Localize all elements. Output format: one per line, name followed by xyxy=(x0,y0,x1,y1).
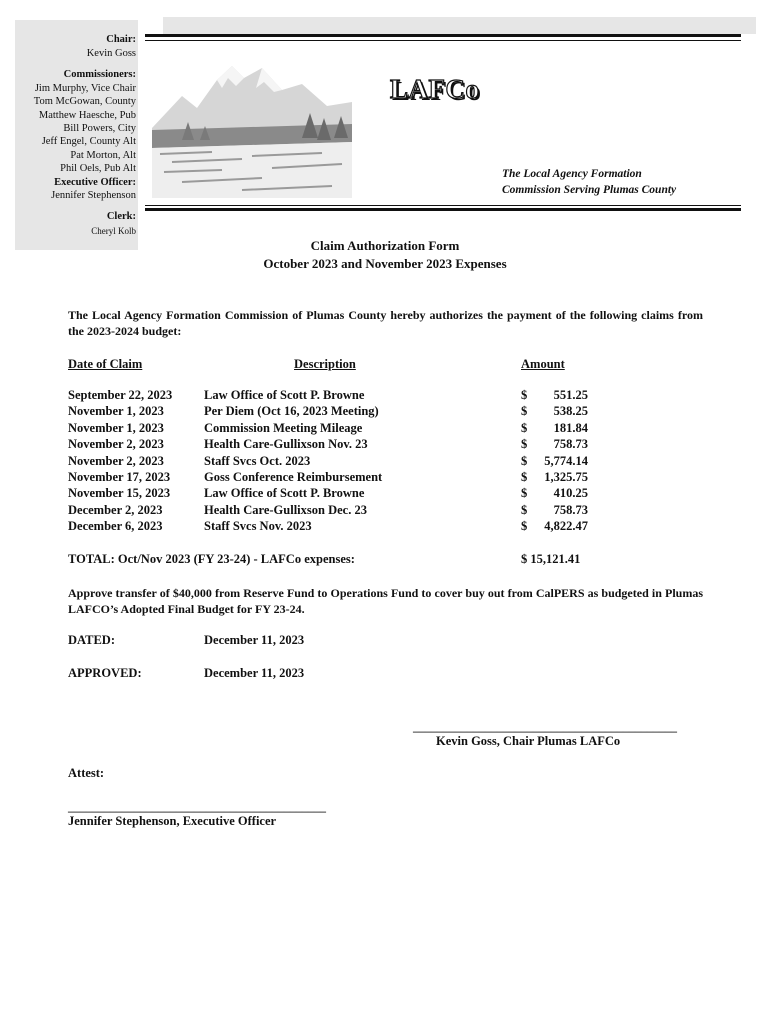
column-header-description: Description xyxy=(294,357,356,371)
claim-amount: 5,774.14 xyxy=(544,453,588,468)
claim-row xyxy=(0,388,770,404)
header-rule-bottom-thin xyxy=(145,205,741,206)
clerk-heading: Clerk: xyxy=(106,211,136,222)
claim-dollar-sign: $ xyxy=(521,437,528,452)
total-row xyxy=(0,552,770,568)
approved-value: December 11, 2023 xyxy=(204,666,305,680)
header-shade-bar xyxy=(163,17,756,34)
commissioner-item: Tom McGowan, County xyxy=(33,96,136,107)
claim-date: November 1, 2023 xyxy=(68,420,164,435)
commissioner-item: Pat Morton, Alt xyxy=(70,150,136,161)
transfer-paragraph: Approve transfer of $40,000 from Reserve Fund to Operations Fund to cover buy out from CalPERS as budgeted in Plumas LAFCO’s Adopted Final Budget for FY 23-24. xyxy=(68,586,703,616)
claim-row xyxy=(0,503,770,519)
claim-row xyxy=(0,404,770,420)
header-rule-top xyxy=(145,34,741,37)
commissioner-item: Matthew Haesche, Pub xyxy=(38,110,136,121)
column-header-amount: Amount xyxy=(521,357,565,371)
claim-row xyxy=(0,519,770,535)
claim-description: Staff Svcs Oct. 2023 xyxy=(204,453,311,468)
chair-signature-line: ____________________________________________ xyxy=(413,720,677,734)
approved-row xyxy=(0,666,770,682)
attest-signature-line: ___________________________________________ xyxy=(68,800,326,814)
claim-date: December 2, 2023 xyxy=(68,502,163,517)
claim-description: Law Office of Scott P. Browne xyxy=(204,388,365,402)
executive-officer-heading: Executive Officer: xyxy=(54,177,136,188)
claim-amount: 551.25 xyxy=(553,388,588,402)
claim-description: Health Care-Gullixson Nov. 23 xyxy=(204,437,368,452)
claim-row xyxy=(0,437,770,453)
commissioner-item: Phil Oels, Pub Alt xyxy=(60,163,136,174)
clerk-name: Cheryl Kolb xyxy=(91,226,136,236)
claim-description: Law Office of Scott P. Browne xyxy=(204,486,365,501)
header-rule-bottom xyxy=(145,208,741,211)
claim-description: Staff Svcs Nov. 2023 xyxy=(204,519,312,534)
claim-dollar-sign: $ xyxy=(521,420,528,435)
claim-amount: 410.25 xyxy=(553,486,588,501)
form-title: Claim Authorization Form xyxy=(310,238,460,253)
claim-amount: 538.25 xyxy=(553,404,588,419)
claim-description: Per Diem (Oct 16, 2023 Meeting) xyxy=(204,404,379,419)
claim-dollar-sign: $ xyxy=(521,453,528,468)
total-label: TOTAL: Oct/Nov 2023 (FY 23-24) - LAFCo expenses: xyxy=(68,552,355,566)
chair-signature-name: Kevin Goss, Chair Plumas LAFCo xyxy=(436,734,621,748)
commission-roster-sidebar xyxy=(15,20,138,250)
claim-date: September 22, 2023 xyxy=(68,388,173,402)
claim-dollar-sign: $ xyxy=(521,470,528,484)
form-subtitle: October 2023 and November 2023 Expenses xyxy=(263,256,507,271)
column-header-date: Date of Claim xyxy=(68,357,143,371)
claim-amount: 1,325.75 xyxy=(544,470,588,484)
approved-label: APPROVED: xyxy=(68,666,142,680)
claim-dollar-sign: $ xyxy=(521,502,528,517)
executive-officer-signature-name: Jennifer Stephenson, Executive Officer xyxy=(68,814,277,828)
dated-row xyxy=(0,633,770,649)
commissioner-item: Bill Powers, City xyxy=(63,123,136,134)
lafco-logo-wordmark: LAFCo xyxy=(390,74,480,104)
claim-description: Goss Conference Reimbursement xyxy=(204,470,383,484)
dated-value: December 11, 2023 xyxy=(204,633,305,647)
claims-table xyxy=(0,388,770,538)
claim-amount: 758.73 xyxy=(553,502,588,517)
dated-label: DATED: xyxy=(68,633,115,647)
attest-label: Attest: xyxy=(68,766,105,780)
total-amount: $ 15,121.41 xyxy=(521,552,581,566)
claim-dollar-sign: $ xyxy=(521,404,528,419)
claim-row xyxy=(0,486,770,502)
commissioner-item: Jeff Engel, County Alt xyxy=(41,136,136,147)
claim-dollar-sign: $ xyxy=(521,388,528,402)
claim-date: November 1, 2023 xyxy=(68,404,164,419)
claim-description: Commission Meeting Mileage xyxy=(204,420,363,435)
mountain-lake-emblem xyxy=(152,58,352,198)
claim-date: November 17, 2023 xyxy=(68,470,171,484)
claim-date: November 2, 2023 xyxy=(68,453,164,468)
claim-amount: 181.84 xyxy=(553,420,588,435)
claim-date: November 2, 2023 xyxy=(68,437,164,452)
chair-name: Kevin Goss xyxy=(86,48,136,59)
claim-amount: 758.73 xyxy=(553,437,588,452)
tagline-line-1: The Local Agency Formation xyxy=(502,168,642,180)
executive-officer-name: Jennifer Stephenson xyxy=(51,190,136,201)
commissioners-heading: Commissioners: xyxy=(63,69,136,80)
claim-dollar-sign: $ xyxy=(521,486,528,501)
header-rule-top-thin xyxy=(145,40,741,41)
claim-row xyxy=(0,421,770,437)
claim-row xyxy=(0,470,770,486)
claim-amount: 4,822.47 xyxy=(544,519,588,534)
tagline-line-2: Commission Serving Plumas County xyxy=(502,184,677,196)
claim-date: November 15, 2023 xyxy=(68,486,171,501)
claim-row xyxy=(0,454,770,470)
commissioner-item: Jim Murphy, Vice Chair xyxy=(34,83,136,94)
chair-heading: Chair: xyxy=(106,34,136,45)
intro-paragraph: The Local Agency Formation Commission of Plumas County hereby authorizes the payment of the following claims from the 2023-2024 budget: xyxy=(68,308,703,338)
claim-dollar-sign: $ xyxy=(521,519,528,534)
claim-description: Health Care-Gullixson Dec. 23 xyxy=(204,502,367,517)
claim-date: December 6, 2023 xyxy=(68,519,163,534)
